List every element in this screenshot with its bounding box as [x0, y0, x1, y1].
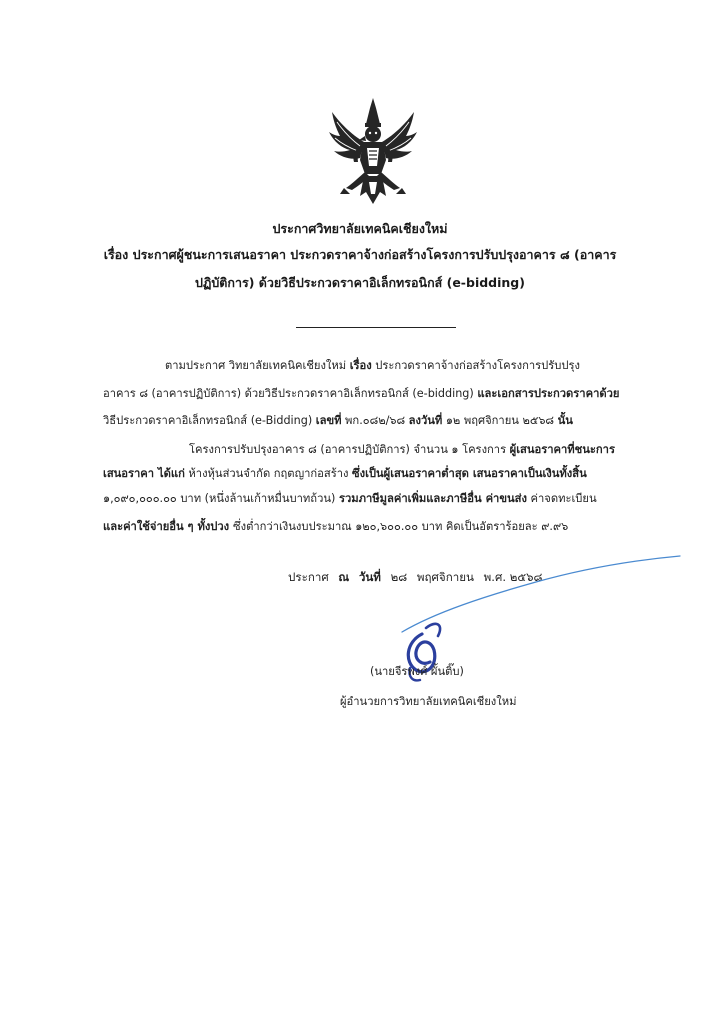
text-run-bold: รวมภาษีมูลค่าเพิ่มและภาษีอื่น ค่าขนส่ง	[338, 492, 527, 505]
body-line-3	[103, 411, 573, 431]
body-line-4	[189, 440, 615, 460]
body-line-2	[103, 384, 619, 404]
date-word: พ.ศ.	[483, 570, 507, 584]
text-run-bold: เลขที่	[315, 414, 342, 427]
body-line-7	[103, 517, 568, 537]
garuda-emblem-icon	[326, 96, 420, 206]
text-run-bold: และเอกสารประกวดราคาด้วย	[477, 387, 620, 400]
date-word: ๒๘	[390, 570, 408, 584]
text-run: ซึ่งต่ำกว่าเงินงบประมาณ ๑๒๐,๖๐๐.๐๐ บาท คิดเป็นอัตราร้อยละ ๙.๙๖	[233, 520, 569, 533]
text-run: พก.๐๘๒/๖๘	[341, 414, 409, 427]
text-run-bold: ลงวันที่	[408, 414, 443, 427]
body-line-1	[165, 356, 580, 376]
date-word: วันที่	[358, 570, 381, 584]
date-word: ๒๕๖๘	[509, 570, 543, 584]
text-run: ห้างหุ้นส่วนจำกัด กฤตญาก่อสร้าง	[184, 467, 353, 480]
title-divider	[296, 327, 456, 328]
body-line-5	[103, 464, 587, 484]
subject-line-2: ปฏิบัติการ) ด้วยวิธีประกวดราคาอิเล็กทรอนิกส์ (e-bidding)	[195, 275, 525, 290]
text-run-bold: และค่าใช้จ่ายอื่น ๆ ทั้งปวง	[103, 520, 234, 533]
text-run-bold: ผู้เสนอราคาที่ชนะการ	[509, 443, 615, 456]
text-run: ตามประกาศ วิทยาลัยเทคนิคเชียงใหม่	[165, 359, 350, 372]
announcement-title: ประกาศวิทยาลัยเทคนิคเชียงใหม่	[272, 221, 448, 236]
signer-name: (นายจีรพงศ์ ผั้นติ๊บ)	[370, 665, 464, 678]
text-run: วิธีประกวดราคาอิเล็กทรอนิกส์ (e-Bidding)	[103, 414, 316, 427]
text-run-bold: นั้น	[557, 414, 573, 427]
text-run: ๑๒ พฤศจิกายน ๒๕๖๘	[442, 414, 558, 427]
text-run: อาคาร ๘ (อาคารปฏิบัติการ) ด้วยวิธีประกวดราคาอิเล็กทรอนิกส์ (e-bidding)	[103, 387, 478, 400]
text-run: ๑,๐๙๐,๐๐๐.๐๐ บาท (หนึ่งล้านเก้าหมื่นบาทถ้วน)	[103, 492, 339, 505]
date-word: พฤศจิกายน	[416, 570, 474, 584]
text-run: ประกวดราคาจ้างก่อสร้างโครงการปรับปรุง	[371, 359, 580, 372]
text-run-bold: ได้แก่	[157, 467, 185, 480]
subject-line-1: เรื่อง ประกาศผู้ชนะการเสนอราคา ประกวดราคาจ้างก่อสร้างโครงการปรับปรุงอาคาร ๘ (อาคาร	[103, 247, 617, 262]
body-line-6	[103, 489, 597, 509]
text-run: โครงการปรับปรุงอาคาร ๘ (อาคารปฏิบัติการ) จำนวน ๑ โครงการ	[189, 443, 510, 456]
date-word: ประกาศ	[288, 570, 329, 584]
text-run: ค่าจดทะเบียน	[526, 492, 597, 505]
text-run-bold: เสนอราคา	[103, 467, 158, 480]
date-word: ณ	[338, 570, 350, 584]
text-run-bold: เรื่อง	[349, 359, 372, 372]
signer-position: ผู้อำนวยการวิทยาลัยเทคนิคเชียงใหม่	[340, 695, 517, 708]
text-run-bold: ซึ่งเป็นผู้เสนอราคาต่ำสุด เสนอราคาเป็นเงินทั้งสิ้น	[352, 467, 587, 480]
